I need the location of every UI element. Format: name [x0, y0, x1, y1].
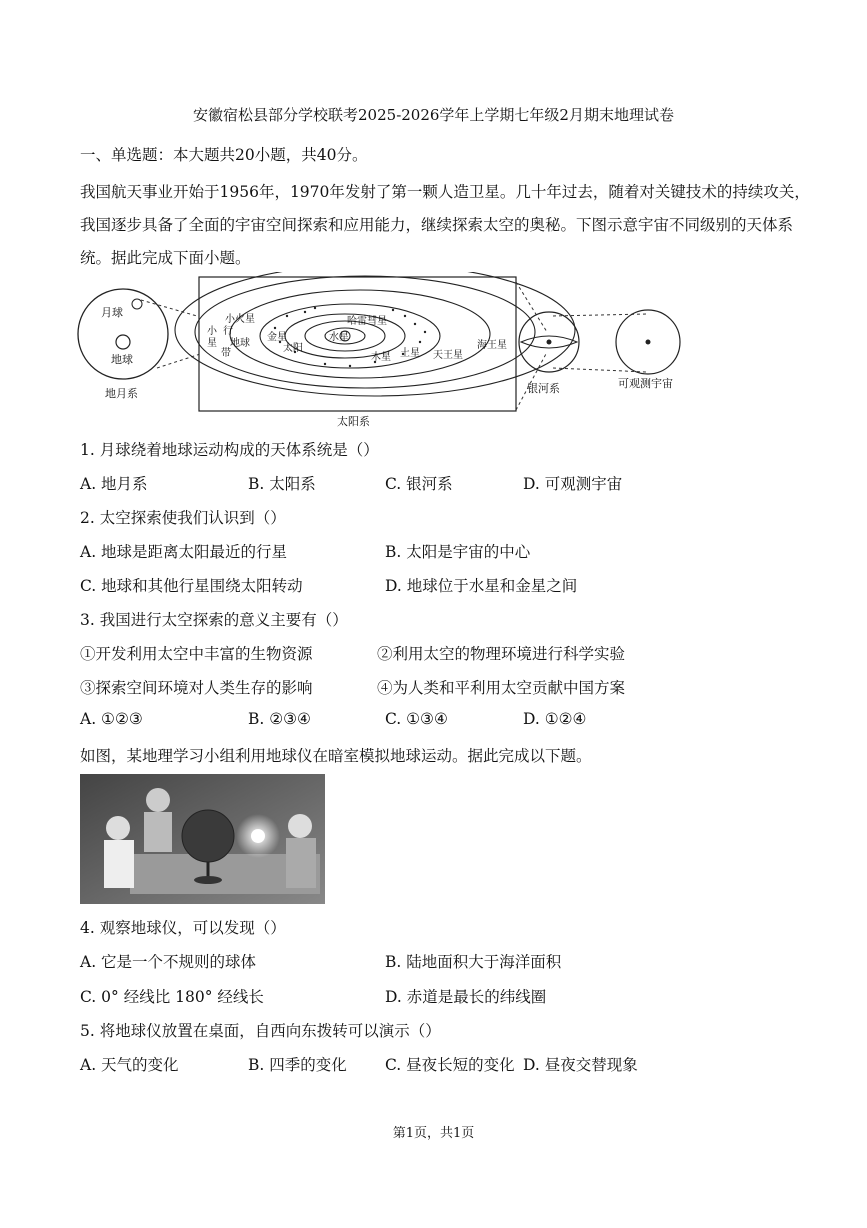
intro-line: 统。据此完成下面小题。 — [80, 249, 251, 267]
label: 星 — [207, 338, 217, 349]
uranus-label: 天王星 — [433, 350, 463, 361]
q3-option-c[interactable]: C. ①③④ — [385, 710, 448, 728]
saturn-label: 土星 — [400, 348, 420, 359]
moon-icon — [132, 299, 142, 309]
q4-option-c[interactable]: C. 0° 经线比 180° 经线长 — [80, 988, 264, 1006]
label: 带 — [221, 348, 231, 359]
intro-passage-1 — [80, 176, 810, 275]
globe-experiment-photo — [80, 774, 325, 904]
solar-system-label: 太阳系 — [337, 415, 370, 428]
section-heading: 一、单选题：本大题共20小题，共40分。 — [80, 146, 368, 164]
child-head-left — [106, 816, 130, 840]
q2-option-d[interactable]: D. 地球位于水星和金星之间 — [385, 577, 578, 595]
globe-icon — [182, 810, 234, 862]
sun-label: 太阳 — [283, 343, 303, 354]
q1-option-c[interactable]: C. 银河系 — [385, 475, 453, 493]
q5-option-d[interactable]: D. 昼夜交替现象 — [523, 1056, 638, 1074]
question-2-stem: 2. 太空探索使我们认识到（） — [80, 509, 286, 527]
jupiter-label: 木星 — [371, 352, 391, 363]
q2-option-c[interactable]: C. 地球和其他行星围绕太阳转动 — [80, 577, 303, 595]
venus-label: 金星 — [267, 332, 287, 343]
q3-option-a[interactable]: A. ①②③ — [80, 710, 143, 728]
galaxy-label: 银河系 — [527, 382, 560, 395]
q5-option-c[interactable]: C. 昼夜长短的变化 — [385, 1056, 515, 1074]
label: 行 — [223, 326, 233, 337]
q1-option-b[interactable]: B. 太阳系 — [248, 475, 316, 493]
q2-option-b[interactable]: B. 太阳是宇宙的中心 — [385, 543, 531, 561]
intro-passage-2: 如图，某地理学习小组利用地球仪在暗室模拟地球运动。据此完成以下题。 — [80, 747, 592, 765]
q3-option-d[interactable]: D. ①②④ — [523, 710, 587, 728]
q2-option-a[interactable]: A. 地球是距离太阳最近的行星 — [80, 543, 288, 561]
earth-orbit-label: 地球 — [230, 338, 250, 349]
question-3-stem: 3. 我国进行太空探索的意义主要有（） — [80, 611, 348, 629]
page-title: 安徽宿松县部分学校联考2025-2026学年上学期七年级2月期末地理试卷 — [193, 106, 674, 124]
q5-option-b[interactable]: B. 四季的变化 — [248, 1056, 347, 1074]
question-5-stem: 5. 将地球仪放置在桌面，自西向东拨转可以演示（） — [80, 1022, 441, 1040]
label: 小 — [207, 326, 217, 337]
celestial-systems-diagram — [75, 272, 695, 430]
intro-line: 我国航天事业开始于1956年，1970年发射了第一颗人造卫星。几十年过去，随着对关键技术的持续攻关， — [80, 183, 810, 201]
q3-item-2: ②利用太空的物理环境进行科学实验 — [377, 645, 626, 663]
intro-line: 我国逐步具备了全面的宇宙空间探索和应用能力，继续探索太空的奥秘。下图示意宇宙不同级别的天体系 — [80, 216, 794, 234]
observable-universe-label: 可观测宇宙 — [618, 377, 673, 390]
comet-label: 哈雷彗星 — [347, 316, 387, 327]
q4-option-b[interactable]: B. 陆地面积大于海洋面积 — [385, 953, 562, 971]
page-footer: 第1页，共1页 — [392, 1126, 475, 1141]
neptune-label: 海王星 — [477, 340, 507, 351]
child-head-right — [288, 814, 312, 838]
q1-option-a[interactable]: A. 地月系 — [80, 475, 148, 493]
q1-option-d[interactable]: D. 可观测宇宙 — [523, 475, 623, 493]
question-1-stem: 1. 月球绕着地球运动构成的天体系统是（） — [80, 441, 379, 459]
q3-item-1: ①开发利用太空中丰富的生物资源 — [80, 645, 313, 663]
q3-item-4: ④为人类和平利用太空贡献中国方案 — [377, 679, 626, 697]
q4-option-d[interactable]: D. 赤道是最长的纬线圈 — [385, 988, 547, 1006]
q5-option-a[interactable]: A. 天气的变化 — [80, 1056, 179, 1074]
earth-icon — [116, 335, 130, 349]
earth-label: 地球 — [111, 353, 133, 366]
moon-label: 月球 — [101, 306, 123, 319]
child-head-middle — [146, 788, 170, 812]
mercury-label: 水星 — [329, 332, 349, 343]
light-bulb-icon — [251, 829, 265, 843]
asteroid-belt-label: 小火星 — [225, 314, 255, 325]
question-4-stem: 4. 观察地球仪，可以发现（） — [80, 919, 286, 937]
q4-option-a[interactable]: A. 它是一个不规则的球体 — [80, 953, 257, 971]
earth-moon-system-label: 地月系 — [105, 387, 138, 400]
q3-option-b[interactable]: B. ②③④ — [248, 710, 311, 728]
q3-item-3: ③探索空间环境对人类生存的影响 — [80, 679, 313, 697]
